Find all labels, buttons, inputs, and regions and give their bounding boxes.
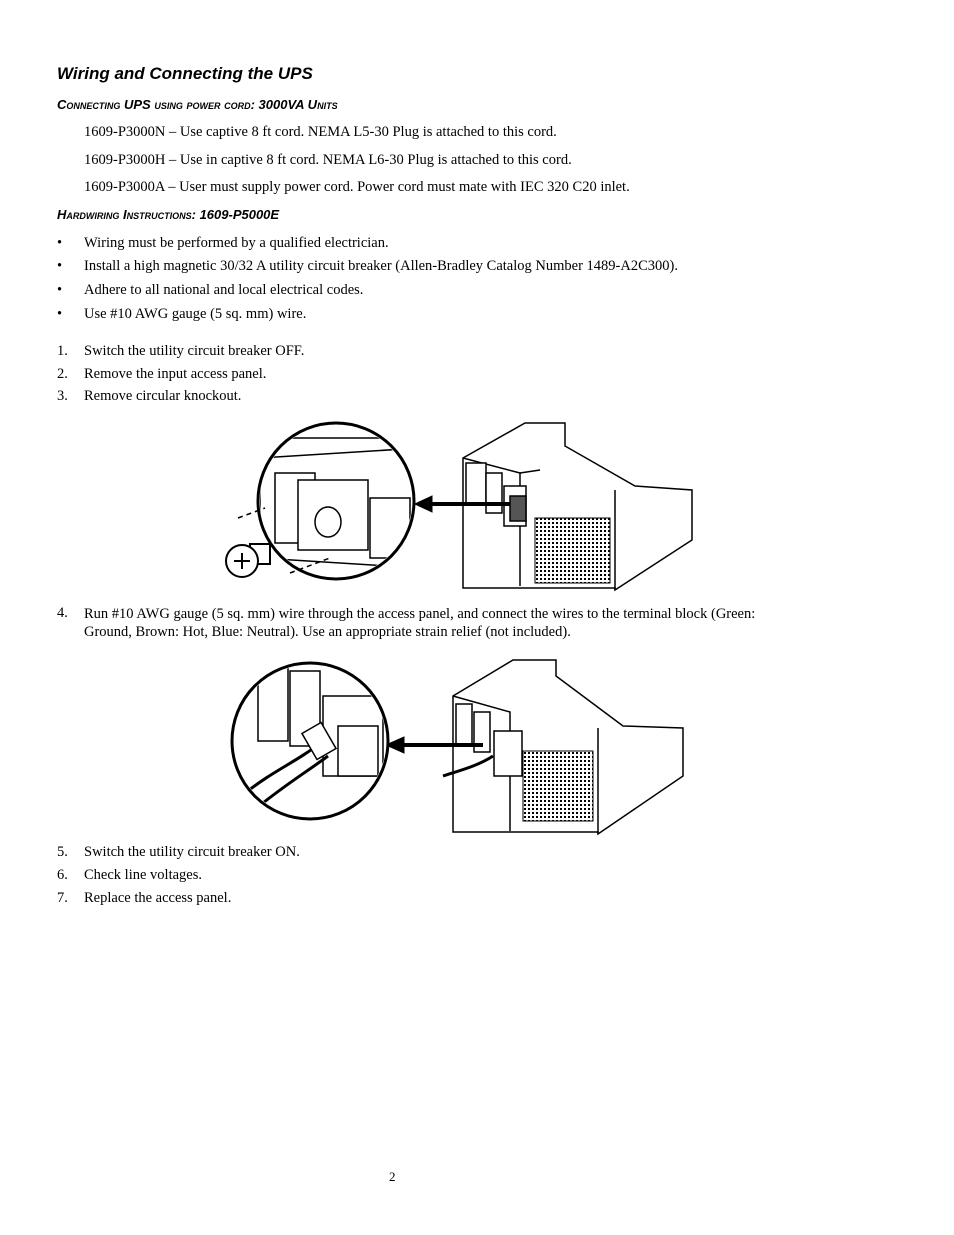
step-4-text: Run #10 AWG gauge (5 sq. mm) wire through the access panel, and connect the wires to the terminal block (Green: Ground, Brown: Hot, Blue: Neutral). Use an appropriate strain relief (not included). <box>84 606 756 640</box>
step-number: 7. <box>57 890 68 906</box>
model-line-p3000h: 1609-P3000H – Use in captive 8 ft cord. NEMA L6-30 Plug is attached to this cord. <box>84 152 572 168</box>
step-number: 2. <box>57 366 68 382</box>
step-number: 3. <box>57 388 68 404</box>
step-6-text: Check line voltages. <box>84 867 202 883</box>
page-number: 2 <box>389 1169 396 1184</box>
step-1-text: Switch the utility circuit breaker OFF. <box>84 343 305 359</box>
step-number: 5. <box>57 844 68 860</box>
step-5-text: Switch the utility circuit breaker ON. <box>84 844 300 860</box>
zoom-detail-circle <box>258 423 420 579</box>
bullet-circuit-breaker: Install a high magnetic 30/32 A utility circuit breaker (Allen-Bradley Catalog Number 1489-A2C300). <box>84 258 678 274</box>
page-title: Wiring and Connecting the UPS <box>57 64 313 83</box>
zoom-detail-circle <box>232 663 388 819</box>
section-heading-power-cord: Connecting UPS using power cord: 3000VA Units <box>57 97 338 112</box>
step-2-text: Remove the input access panel. <box>84 366 267 382</box>
section-heading-hardwiring: Hardwiring Instructions: 1609-P5000E <box>57 207 280 222</box>
ups-vent-grid <box>535 518 610 583</box>
step-number: 6. <box>57 867 68 883</box>
bullet-qualified-electrician: Wiring must be performed by a qualified electrician. <box>84 235 389 251</box>
step-3-text: Remove circular knockout. <box>84 388 242 404</box>
bullet-marker: • <box>57 235 63 251</box>
bullet-marker: • <box>57 258 63 274</box>
bullet-wire-gauge: Use #10 AWG gauge (5 sq. mm) wire. <box>84 306 307 322</box>
step-number: 1. <box>57 343 68 359</box>
bullet-electrical-codes: Adhere to all national and local electrical codes. <box>84 282 364 298</box>
screw-icon <box>226 544 270 577</box>
knockout-removal-illustration <box>220 418 700 598</box>
step-7-text: Replace the access panel. <box>84 890 232 906</box>
bullet-marker: • <box>57 306 63 322</box>
step-number: 4. <box>57 605 68 621</box>
model-line-p3000a: 1609-P3000A – User must supply power cord. Power cord must mate with IEC 320 C20 inlet. <box>84 179 630 195</box>
bullet-marker: • <box>57 282 63 298</box>
model-line-p3000n: 1609-P3000N – Use captive 8 ft cord. NEMA L5-30 Plug is attached to this cord. <box>84 124 557 140</box>
terminal-wiring-illustration <box>228 656 698 846</box>
